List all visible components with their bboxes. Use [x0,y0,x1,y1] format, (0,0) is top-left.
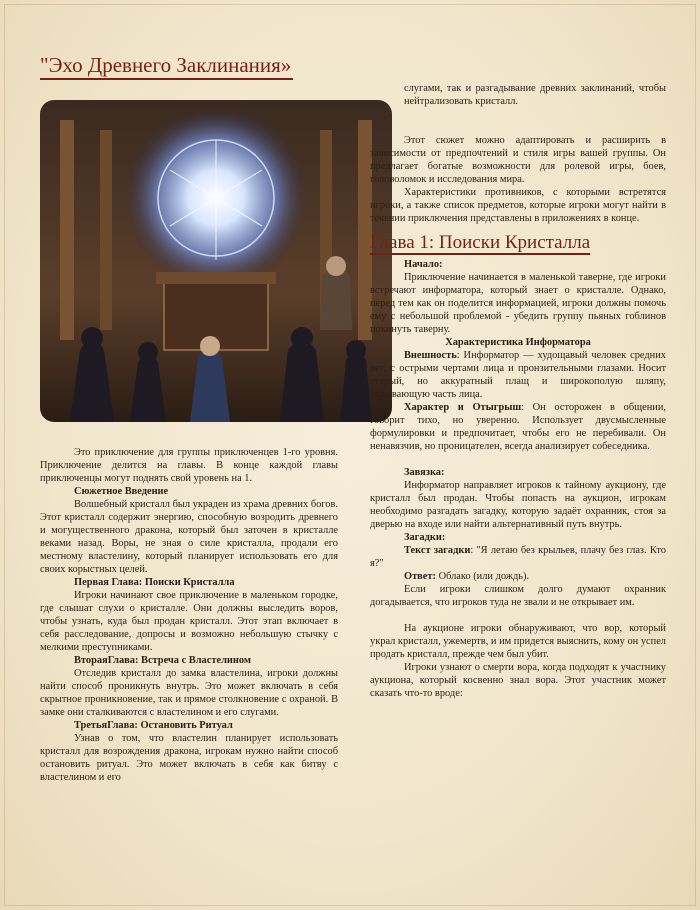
enemies-paragraph: Характеристики противников, с которыми встретятся игроки, а также список предметов, которые игроки могут найти в течении приключения представлены в приложениях в конце. [370,187,666,224]
riddle-label: Текст загадки [404,545,471,556]
plot-paragraph: Волшебный кристалл был украден из храма древних богов. Этот кристалл содержит энергию, способную возродить древнего и могущественного дракона, который был заточен в кристалле веками назад. Воры, не зная о силе кристалла, продали его местному властелину, который планирует использовать его для своих корыстных целей. [40,499,338,575]
answer-paragraph [370,570,666,583]
hook-paragraph: Информатор направляет игроков к тайному аукциону, где кристалл был продан. Чтобы попасть на аукцион, игрокам необходимо разгадать загадку, которую задаёт охранник, стоя за дверью на входе или найти альтернативный путь внутрь. [370,480,666,530]
start-paragraph: Приключение начинается в маленькой таверне, где игроки встречают информатора, который знает о кристалле. Однако, перед тем как он поделится информацией, игроки должны помочь ему с небольшой проблемой - убедить группу пьяных гоблинов покинуть таверну. [370,272,666,335]
appearance-text: : Информатор — худощавый человек средних лет, с острыми чертами лица и пронзительными глазами. Носит старый, но аккуратный плащ и широкополую шляпу, скрывающую часть лица. [370,350,666,400]
riddle-text: : "Я летаю без крыльев, плачу без глаз. Кто я?" [370,545,666,569]
death-paragraph: Игроки узнают о смерти вора, когда подходят к участнику аукциона, который косвенно знал вора. Этот участник может сказать что-то вроде: [370,662,666,699]
ritual-illustration [40,100,392,422]
chapter3-paragraph: Узнав о том, что властелин планирует использовать кристалл для возрождения дракона, игрокам нужно найти способ остановить ритуал. Это может включать в себя как битву с властелином и его [40,733,338,783]
right-column [370,82,666,700]
auction-paragraph: На аукционе игроки обнаруживают, что вор, который украл кристалл, ужемертв, и им придется выяснить, кому он успел продать кристалл, прежде чем был убит. [370,623,666,660]
answer-label: Ответ: [404,571,436,582]
answer-text: Облако (или дождь). [435,571,530,582]
informant-heading: Характеристика Информатора [445,337,591,348]
riddles-heading: Загадки: [404,532,446,543]
chapter-title [370,231,666,254]
character-text: : Он осторожен в общении, говорит тихо, но уверенно. Использует двусмысленные формулировки и предпочитает, чтобы его не перебивали. Он ненавязчив, но проницателен, всегда анализирует собеседника. [370,402,666,452]
adapt-paragraph: Этот сюжет можно адаптировать и расширить в зависимости от предпочтений и стиля игры вашей группы. Он предлагает богатые возможности для ролевой игры, боев, головоломок и исследования мира. [370,135,666,185]
hook-heading: Завязка: [404,467,445,478]
start-heading: Начало: [404,259,443,270]
chapter3-heading: ТретьяГлава: Остановить Ритуал [74,720,233,731]
character-label: Характер и Отыгрыш [404,402,522,413]
character-paragraph [370,401,666,453]
chapter1-paragraph: Игроки начинают свое приключение в маленьком городке, где слышат слухи о кристалле. Они должны выследить воров, чтобы узнать, куда был продан кристалл. Этот этап включает в себя расследование, допросы и возможно небольшую стычку с мелкими преступниками. [40,590,338,653]
riddle-paragraph [370,544,666,570]
chapter-title-text: Глава 1: Поиски Кристалла [370,232,591,253]
appearance-paragraph [370,349,666,401]
appearance-label: Внешность [404,350,457,361]
illustration-canvas [40,100,392,422]
page-title: "Эхо Древнего Заклинания» [40,52,293,80]
failure-paragraph: Если игроки слишком долго думают охранник догадывается, что игроков туда не звали и не открывает им. [370,584,666,608]
left-column [40,446,338,784]
continuation-paragraph: слугами, так и разгадывание древних заклинаний, чтобы нейтрализовать кристалл. [404,83,666,107]
chapter2-heading: ВтораяГлава: Встреча с Властелином [74,655,251,666]
plot-heading: Сюжетное Введение [74,486,169,497]
intro-paragraph: Это приключение для группы приключенцев 1-го уровня. Приключение делится на главы. В конце каждой главы приключенцы могут поднять свой уровень на 1. [40,447,338,484]
chapter2-paragraph: Отследив кристалл до замка властелина, игроки должны найти способ проникнуть внутрь. Это может включать в себя скрытное проникновение, так и прямое столкновение с охраной. В замке они сталкиваются с властелином и его слугами. [40,668,338,718]
chapter1-heading: Первая Глава: Поиски Кристалла [74,577,235,588]
